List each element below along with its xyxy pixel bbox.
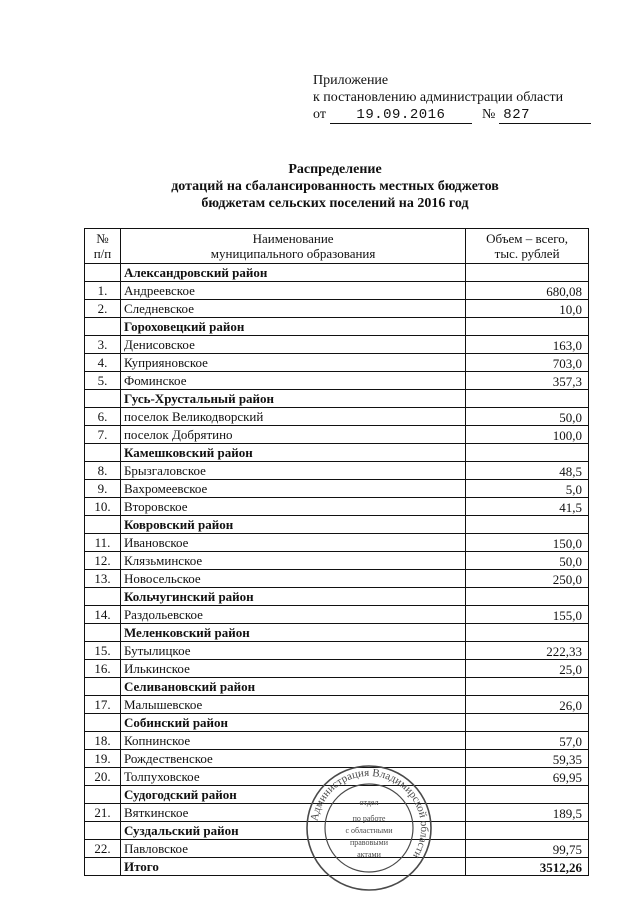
table-row	[85, 462, 589, 480]
row-number: 7.	[85, 426, 121, 444]
appendix-block	[313, 72, 591, 124]
row-name: Куприяновское	[120, 354, 465, 372]
row-amount: 150,0	[466, 534, 589, 552]
row-amount: 48,5	[466, 462, 589, 480]
row-name: Вахромеевское	[120, 480, 465, 498]
row-number	[85, 264, 121, 282]
row-amount	[466, 588, 589, 606]
row-amount: 189,5	[466, 804, 589, 822]
row-amount: 50,0	[466, 408, 589, 426]
row-number: 12.	[85, 552, 121, 570]
table-row	[85, 570, 589, 588]
row-name: Александровский район	[120, 264, 465, 282]
row-number: 6.	[85, 408, 121, 426]
row-amount: 59,35	[466, 750, 589, 768]
seal-inner-line-1: по работе	[352, 814, 386, 823]
seal-outer-text: Администрация Владимирской области	[308, 766, 431, 861]
row-amount: 100,0	[466, 426, 589, 444]
row-name: поселок Добрятино	[120, 426, 465, 444]
document-title	[0, 161, 640, 212]
row-amount: 163,0	[466, 336, 589, 354]
row-name: Толпуховское	[120, 768, 465, 786]
table-row	[85, 498, 589, 516]
row-name: Кольчугинский район	[120, 588, 465, 606]
row-name: Бутылицкое	[120, 642, 465, 660]
row-name: Клязьминское	[120, 552, 465, 570]
header-number: № п/п	[85, 229, 121, 264]
row-amount	[466, 678, 589, 696]
row-number: 4.	[85, 354, 121, 372]
number-prefix: №	[481, 107, 496, 122]
row-number: 21.	[85, 804, 121, 822]
row-number: 14.	[85, 606, 121, 624]
row-name: Брызгаловское	[120, 462, 465, 480]
row-name: Гусь-Хрустальный район	[120, 390, 465, 408]
header-amount: Объем – всего, тыс. рублей	[466, 229, 589, 264]
table-row	[85, 696, 589, 714]
appendix-subtitle: к постановлению администрации области	[313, 90, 564, 105]
official-seal	[304, 763, 434, 893]
table-row	[85, 282, 589, 300]
document-date: 19.09.2016	[330, 108, 472, 124]
row-number: 20.	[85, 768, 121, 786]
row-number: 13.	[85, 570, 121, 588]
row-number: 9.	[85, 480, 121, 498]
row-number	[85, 624, 121, 642]
row-name: Денисовское	[120, 336, 465, 354]
row-name: Камешковский район	[120, 444, 465, 462]
row-name: Вяткинское	[120, 804, 465, 822]
row-amount: 680,08	[466, 282, 589, 300]
seal-inner-top: отдел	[359, 798, 379, 807]
row-number	[85, 588, 121, 606]
row-number: 16.	[85, 660, 121, 678]
district-row	[85, 588, 589, 606]
row-amount: 155,0	[466, 606, 589, 624]
row-amount	[466, 714, 589, 732]
table-row	[85, 534, 589, 552]
row-amount	[466, 444, 589, 462]
row-number	[85, 516, 121, 534]
table-row	[85, 300, 589, 318]
row-amount: 99,75	[466, 840, 589, 858]
row-name: Следневское	[120, 300, 465, 318]
appendix-title: Приложение	[313, 73, 389, 88]
table-row	[85, 732, 589, 750]
row-amount	[466, 624, 589, 642]
row-amount	[466, 786, 589, 804]
from-prefix: от	[313, 107, 326, 122]
row-number	[85, 786, 121, 804]
header-name: Наименование муниципального образования	[120, 229, 465, 264]
row-name: поселок Великодворский	[120, 408, 465, 426]
district-row	[85, 516, 589, 534]
row-name: Судогодский район	[120, 786, 465, 804]
row-amount: 41,5	[466, 498, 589, 516]
table-row	[85, 642, 589, 660]
table-row	[85, 336, 589, 354]
row-amount	[466, 318, 589, 336]
district-row	[85, 390, 589, 408]
row-name: Фоминское	[120, 372, 465, 390]
row-name: Ковровский район	[120, 516, 465, 534]
row-amount: 357,3	[466, 372, 589, 390]
row-name: Рождественское	[120, 750, 465, 768]
row-name: Малышевское	[120, 696, 465, 714]
row-amount: 26,0	[466, 696, 589, 714]
row-name: Копнинское	[120, 732, 465, 750]
row-number	[85, 714, 121, 732]
row-number	[85, 390, 121, 408]
row-number: 2.	[85, 300, 121, 318]
row-amount: 50,0	[466, 552, 589, 570]
table-row	[85, 372, 589, 390]
row-number: 8.	[85, 462, 121, 480]
row-amount	[466, 516, 589, 534]
row-number	[85, 318, 121, 336]
row-name: Собинский район	[120, 714, 465, 732]
document-number: 827	[499, 108, 591, 124]
row-number: 22.	[85, 840, 121, 858]
title-line-1: Распределение	[288, 162, 382, 177]
row-amount: 10,0	[466, 300, 589, 318]
seal-inner-line-2: с областными	[345, 826, 393, 835]
row-number: 11.	[85, 534, 121, 552]
row-name: Раздольевское	[120, 606, 465, 624]
row-number	[85, 678, 121, 696]
table-row	[85, 552, 589, 570]
row-number	[85, 444, 121, 462]
row-number: 15.	[85, 642, 121, 660]
row-name: Суздальский район	[120, 822, 465, 840]
district-row	[85, 318, 589, 336]
appendix-date-line	[313, 106, 591, 124]
row-number: 5.	[85, 372, 121, 390]
total-label: Итого	[120, 858, 465, 876]
row-amount: 69,95	[466, 768, 589, 786]
table-row	[85, 660, 589, 678]
row-name: Павловское	[120, 840, 465, 858]
row-name: Илькинское	[120, 660, 465, 678]
table-row	[85, 606, 589, 624]
row-amount: 222,33	[466, 642, 589, 660]
row-name: Селивановский район	[120, 678, 465, 696]
row-number: 10.	[85, 498, 121, 516]
total-amount: 3512,26	[466, 858, 589, 876]
row-amount	[466, 822, 589, 840]
table-row	[85, 480, 589, 498]
row-number: 1.	[85, 282, 121, 300]
district-row	[85, 624, 589, 642]
row-number	[85, 822, 121, 840]
table-row	[85, 426, 589, 444]
row-amount: 25,0	[466, 660, 589, 678]
title-line-2: дотаций на сбалансированность местных бюджетов	[171, 179, 499, 194]
table-row	[85, 354, 589, 372]
row-amount: 57,0	[466, 732, 589, 750]
district-row	[85, 678, 589, 696]
row-number: 19.	[85, 750, 121, 768]
title-line-3: бюджетам сельских поселений на 2016 год	[201, 196, 469, 211]
table-row	[85, 408, 589, 426]
row-amount: 5,0	[466, 480, 589, 498]
row-name: Ивановское	[120, 534, 465, 552]
row-name: Второвское	[120, 498, 465, 516]
row-number: 17.	[85, 696, 121, 714]
row-number: 3.	[85, 336, 121, 354]
seal-inner-line-4: актами	[357, 850, 381, 859]
row-amount	[466, 264, 589, 282]
row-name: Меленковский район	[120, 624, 465, 642]
row-number: 18.	[85, 732, 121, 750]
district-row	[85, 714, 589, 732]
district-row	[85, 444, 589, 462]
row-name: Новосельское	[120, 570, 465, 588]
row-name: Гороховецкий район	[120, 318, 465, 336]
row-amount: 250,0	[466, 570, 589, 588]
row-amount	[466, 390, 589, 408]
table-header-row	[85, 229, 589, 264]
seal-inner-line-3: правовыми	[349, 838, 389, 847]
district-row	[85, 264, 589, 282]
row-name: Андреевское	[120, 282, 465, 300]
row-amount: 703,0	[466, 354, 589, 372]
total-number-cell	[85, 858, 121, 876]
